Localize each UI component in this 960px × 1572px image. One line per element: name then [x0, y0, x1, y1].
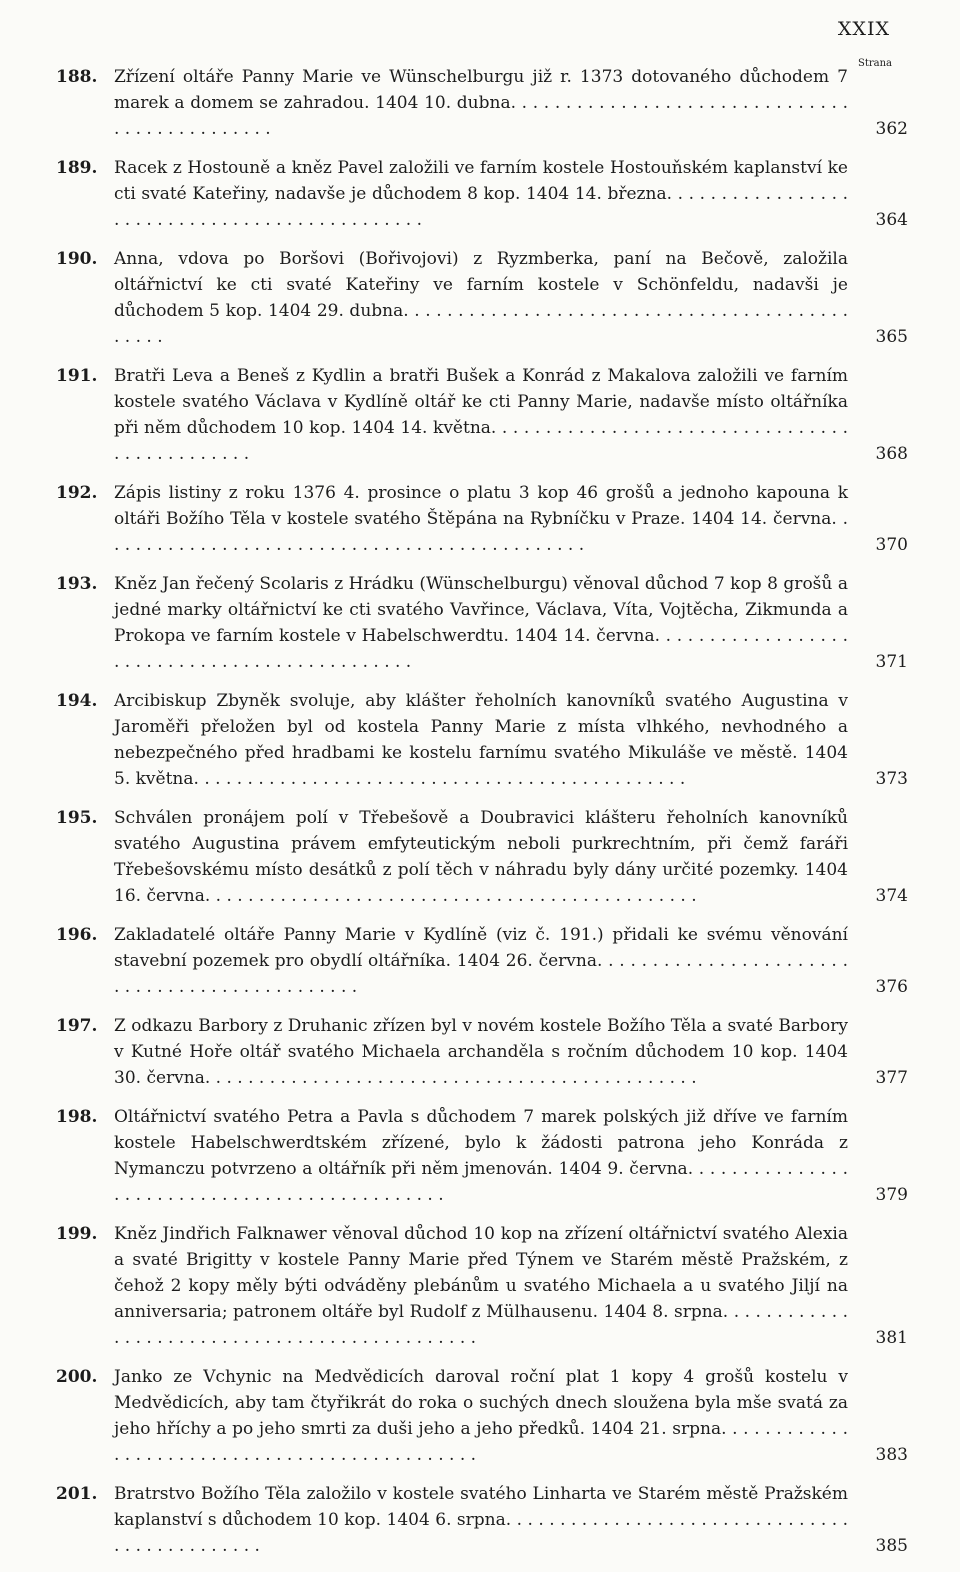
entry-number: 195.	[56, 808, 98, 828]
entry-text: Janko ze Vchynic na Medvědicích daroval roční plat 1 kopy 4 grošů kostelu v Medvědicích, aby tam čtyřikrát do roka o suchých dnech sloužena byla mše svatá za jeho hříchy a po jeho smrti za duši jeho a jeho předků. 1404 21. srpna. . . .	[114, 1364, 848, 1468]
entry-text: Zakladatelé oltáře Panny Marie v Kydlíně (viz č. 191.) přidali ke svému věnování stavební pozemek pro obydlí oltářníka. 1404 26. června. . . .	[114, 922, 848, 1000]
toc-entry	[56, 1013, 908, 1091]
entry-number: 199.	[56, 1224, 98, 1244]
entry-text: Bratři Leva a Beneš z Kydlin a bratři Bušek a Konrád z Makalova založili ve farním kostele svatého Václava v Kydlíně oltář ke cti Panny Marie, nadavše místo oltářníka při něm důchodem 10 kop. 1404 14. května. . . .	[114, 363, 848, 467]
page-number-roman: XXIX	[837, 18, 890, 40]
toc-entry	[56, 922, 908, 1000]
toc-entry	[56, 688, 908, 792]
entry-number: 200.	[56, 1367, 98, 1387]
toc-entry	[56, 1364, 908, 1468]
toc-entry	[56, 1221, 908, 1351]
entry-text: Oltářnictví svatého Petra a Pavla s důchodem 7 marek polských již dříve ve farním kostele Habelschwerdtském zřízené, bylo k žádosti patrona jeho Konráda z Nymanczu potvrzeno a oltářník při něm jmenován. 1404 9. června. . . .	[114, 1104, 848, 1208]
entry-text: Zřízení oltáře Panny Marie ve Wünschelburgu již r. 1373 dotovaného důchodem 7 marek a domem se zahradou. 1404 10. dubna. . . .	[114, 64, 848, 142]
entry-page: 371	[875, 652, 908, 672]
entry-number: 194.	[56, 691, 98, 711]
entry-text: Z odkazu Barbory z Druhanic zřízen byl v novém kostele Božího Těla a svaté Barbory v Kutné Hoře oltář svatého Michaela archanděla s ročním důchodem 10 kop. 1404 30. června. . . .	[114, 1013, 848, 1091]
toc-entry	[56, 64, 908, 142]
entry-page: 381	[875, 1328, 908, 1348]
toc-entry	[56, 480, 908, 558]
entry-number: 188.	[56, 67, 98, 87]
entry-text: Kněz Jan řečený Scolaris z Hrádku (Wünschelburgu) věnoval důchod 7 kop 8 grošů a jedné marky oltářnictví ke cti svatého Vavřince, Václava, Víta, Vojtěcha, Zikmunda a Prokopa ve farním kostele v Habelschwerdtu. 1404 14. června. . . .	[114, 571, 848, 675]
entry-text: Arcibiskup Zbyněk svoluje, aby klášter řeholních kanovníků svatého Augustina v Jaroměři přeložen byl od kostela Panny Marie z místa vlhkého, nevhodného a nebezpečného před hradbami ke kostelu farnímu svatého Mikuláše ve městě. 1404 5. května. . . .	[114, 688, 848, 792]
entry-number: 196.	[56, 925, 98, 945]
entry-page: 379	[875, 1185, 908, 1205]
entry-text: Anna, vdova po Boršovi (Bořivojovi) z Ryzmberka, paní na Bečově, založila oltářnictví ke cti svaté Kateřiny ve farním kostele v Schönfeldu, nadavši je důchodem 5 kop. 1404 29. dubna. . . .	[114, 246, 848, 350]
entry-number: 192.	[56, 483, 98, 503]
entry-page: 373	[875, 769, 908, 789]
entry-text: Bratrstvo Božího Těla založilo v kostele svatého Linharta ve Starém městě Pražském kaplanství s důchodem 10 kop. 1404 6. srpna. . . .	[114, 1481, 848, 1559]
entry-number: 193.	[56, 574, 98, 594]
entry-page: 383	[875, 1445, 908, 1465]
entry-number: 190.	[56, 249, 98, 269]
entry-number: 201.	[56, 1484, 98, 1504]
page-column-label: Strana	[857, 58, 892, 69]
toc-entry	[56, 571, 908, 675]
toc-entry	[56, 155, 908, 233]
entry-text: Schválen pronájem polí v Třebešově a Doubravici klášteru řeholních kanovníků svatého Augustina právem emfyteutickým neboli purkrechtním, při čemž faráři Třebešovskému místo desátků z polí těch v náhradu byly dány určité pozemky. 1404 16. června. . . .	[114, 805, 848, 909]
entry-text: Zápis listiny z roku 1376 4. prosince o platu 3 kop 46 grošů a jednoho kapouna k oltáři Božího Těla v kostele svatého Štěpána na Rybníčku v Praze. 1404 14. června. . . .	[114, 480, 848, 558]
entry-text: Kněz Jindřich Falknawer věnoval důchod 10 kop na zřízení oltářnictví svatého Alexia a svaté Brigitty v kostele Panny Marie před Týnem ve Starém městě Pražském, z čehož 2 kopy měly býti odváděny plebánům u svatého Michaela a u svatého Jiljí na anniversaria; patronem oltáře byl Rudolf z Mülhausenu. 1404 8. srpna. . . .	[114, 1221, 848, 1351]
entry-page: 365	[875, 327, 908, 347]
entry-page: 377	[875, 1068, 908, 1088]
entry-page: 370	[875, 535, 908, 555]
entry-page: 364	[875, 210, 908, 230]
entry-page: 376	[875, 977, 908, 997]
toc-entry	[56, 246, 908, 350]
toc-entry	[56, 363, 908, 467]
entry-number: 197.	[56, 1016, 98, 1036]
entry-page: 374	[875, 886, 908, 906]
toc-entry	[56, 805, 908, 909]
toc-entry	[56, 1104, 908, 1208]
entry-page: 368	[875, 444, 908, 464]
entry-page: 385	[875, 1536, 908, 1556]
table-of-contents	[56, 64, 908, 1572]
toc-entry	[56, 1481, 908, 1559]
entry-page: 362	[875, 119, 908, 139]
entry-number: 191.	[56, 366, 98, 386]
entry-text: Racek z Hostouně a kněz Pavel založili ve farním kostele Hostouňském kaplanství ke cti svaté Kateřiny, nadavše je důchodem 8 kop. 1404 14. března. . . .	[114, 155, 848, 233]
entry-number: 189.	[56, 158, 98, 178]
entry-number: 198.	[56, 1107, 98, 1127]
